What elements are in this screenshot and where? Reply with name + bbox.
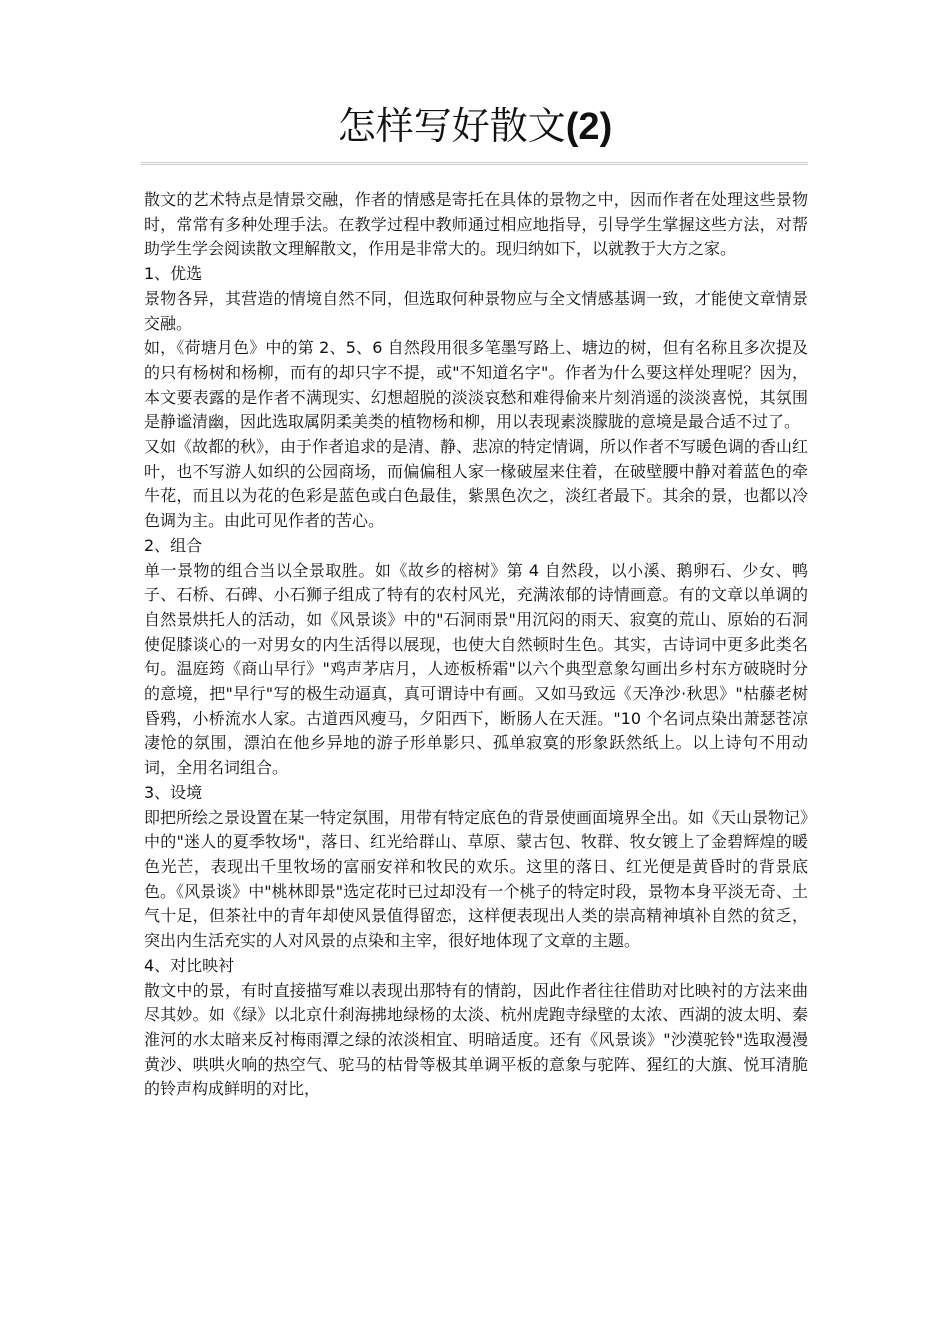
page-title [0,98,950,155]
article-body [144,188,808,1102]
title-divider [141,162,808,165]
title-number: (2) [565,106,613,148]
paragraph: 景物各异，其营造的情境自然不同，但选取何种景物应与全文情感基调一致，才能使文章情景交融。 [144,288,808,333]
section-heading-3: 3、设境 [144,782,203,802]
paragraph: 单一景物的组合当以全景取胜。如《故乡的榕树》第 4 自然段，以小溪、鹅卵石、少女、鸭子、石桥、石碑、小石狮子组成了特有的农村风光，充满浓郁的诗情画意。有的文章以单调的自然景烘托人的活动，如《风景谈》中的"石洞雨景"用沉闷的雨天、寂寞的荒山、原始的石洞使促膝谈心的一对男女的内生活得以展现，也使大自然顿时生色。其实，古诗词中更多此类名句。温庭筠《商山早行》"鸡声茅店月，人迹板桥霜"以六个典型意象勾画出乡村东方破晓时分的意境，把"早行"写的极生动逼真，真可谓诗中有画。又如马致远《天净沙·秋思》"枯藤老树昏鸦，小桥流水人家。古道西风瘦马，夕阳西下，断肠人在天涯。"10 个名词点染出萧瑟苍凉凄怆的氛围，漂泊在他乡异地的游子形单影只、孤单寂寞的形象跃然纸上。以上诗句不用动词，全用名词组合。 [144,560,808,778]
paragraph: 如，《荷塘月色》中的第 2、5、6 自然段用很多笔墨写路上、塘边的树，但有名称且多次提及的只有杨树和杨柳，而有的却只字不提，或"不知道名字"。作者为什么要这样处理呢？因为，本文要表露的是作者不满现实、幻想超脱的淡淡哀愁和难得偷来片刻消遥的淡淡喜悦，其氛围是静谧清幽，因此选取属阴柔美类的植物杨和柳，用以表现素淡朦胧的意境是最合适不过了。 [144,338,808,432]
paragraph: 又如《故都的秋》，由于作者追求的是清、静、悲凉的特定情调，所以作者不写暖色调的香山红叶，也不写游人如织的公园商场，而偏偏租人家一椽破屋来住着，在破壁腰中静对着蓝色的牵牛花，而且以为花的色彩是蓝色或白色最佳，紫黑色次之，淡红者最下。其余的景，也都以冷色调为主。由此可见作者的苦心。 [144,437,809,531]
section-heading-1: 1、优选 [144,264,203,284]
section-heading-2: 2、组合 [144,535,203,555]
paragraph: 即把所绘之景设置在某一特定氛围，用带有特定底色的背景使画面境界全出。如《天山景物记》中的"迷人的夏季牧场"，落日、红光给群山、草原、蒙古包、牧群、牧女镀上了金碧辉煌的暖色光芒，表现出千里牧场的富丽安祥和牧民的欢乐。这里的落日、红光便是黄昏时的背景底色。《风景谈》中"桃林即景"选定花时已过却没有一个桃子的特定时段，景物本身平淡无奇、土气十足，但茶社中的青年却使风景值得留恋，这样便表现出人类的崇高精神填补自然的贫乏，突出内生活充实的人对风景的点染和主宰，很好地体现了文章的主题。 [144,807,809,951]
section-heading-4: 4、对比映衬 [144,955,235,975]
paragraph: 散文中的景，有时直接描写难以表现出那特有的情韵，因此作者往往借助对比映衬的方法来曲尽其妙。如《绿》以北京什刹海拂地绿杨的太淡、杭州虎跑寺绿壁的太浓、西湖的波太明、秦淮河的水太暗来反衬梅雨潭之绿的浓淡相宜、明暗适度。还有《风景谈》"沙漠驼铃"选取漫漫黄沙、哄哄火响的热空气、驼马的枯骨等极其单调平板的意象与驼阵、猩红的大旗、悦耳清脆的铃声构成鲜明的对比， [144,980,808,1099]
title-text: 怎样写好散文 [337,104,566,148]
paragraph-intro: 散文的艺术特点是情景交融，作者的情感是寄托在具体的景物之中，因而作者在处理这些景物时，常常有多种处理手法。在教学过程中教师通过相应地指导，引导学生掌握这些方法，对帮助学生学会阅读散文理解散文，作用是非常大的。现归纳如下，以就教于大方之家。 [144,190,808,259]
